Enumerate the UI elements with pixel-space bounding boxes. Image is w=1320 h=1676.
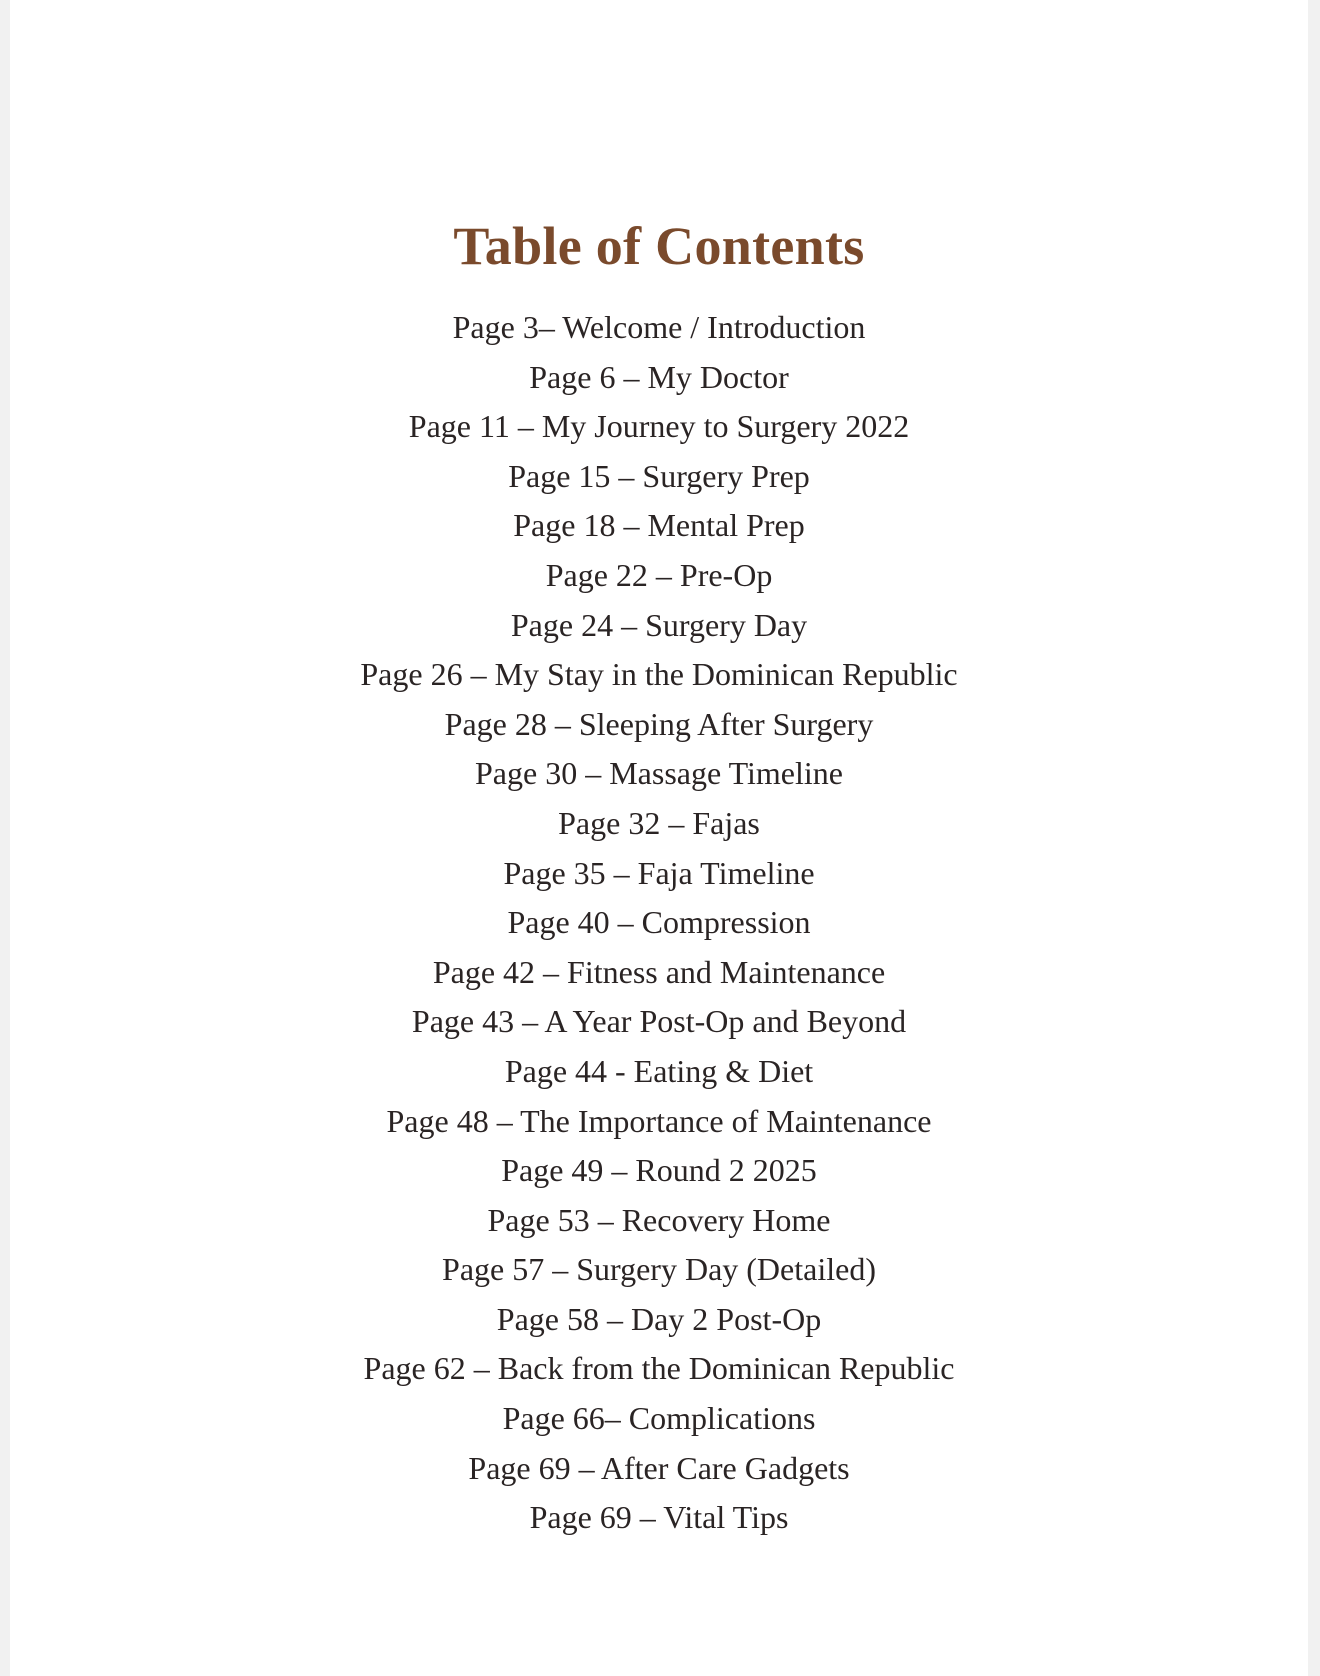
toc-entry: Page 44 - Eating & Diet (504, 1052, 814, 1089)
toc-entry: Page 48 – The Importance of Maintenance (386, 1102, 932, 1139)
toc-entry: Page 30 – Massage Timeline (475, 755, 843, 792)
toc-entry: Page 35 – Faja Timeline (503, 854, 815, 891)
toc-entry: Page 6 – My Doctor (529, 358, 789, 395)
toc-entry: Page 26 – My Stay in the Dominican Republic (360, 656, 958, 693)
toc-entry: Page 24 – Surgery Day (510, 606, 808, 643)
toc-entry: Page 15 – Surgery Prep (508, 457, 810, 494)
toc-entry: Page 18 – Mental Prep (513, 507, 805, 544)
toc-entry: Page 22 – Pre-Op (545, 556, 773, 593)
toc-entry: Page 43 – A Year Post-Op and Beyond (411, 1003, 907, 1040)
toc-entry: Page 49 – Round 2 2025 (501, 1152, 817, 1189)
toc-entry: Page 53 – Recovery Home (487, 1201, 831, 1238)
toc-list (10, 303, 1308, 1543)
document-page (10, 0, 1308, 1676)
toc-entry: Page 58 – Day 2 Post-Op (496, 1300, 822, 1337)
toc-entry: Page 57 – Surgery Day (Detailed) (442, 1251, 876, 1288)
toc-entry: Page 66– Complications (502, 1400, 816, 1437)
toc-entry: Page 69 – After Care Gadgets (468, 1449, 850, 1486)
toc-title: Table of Contents (453, 216, 865, 277)
toc-entry: Page 69 – Vital Tips (529, 1499, 789, 1536)
toc-entry: Page 62 – Back from the Dominican Republic (363, 1350, 955, 1387)
toc-entry: Page 3– Welcome / Introduction (452, 309, 866, 345)
toc-entry: Page 28 – Sleeping After Surgery (444, 705, 874, 742)
toc-entry: Page 32 – Fajas (558, 804, 760, 841)
toc-entry: Page 11 – My Journey to Surgery 2022 (408, 408, 910, 445)
toc-entry: Page 40 – Compression (507, 904, 811, 941)
toc-entry: Page 42 – Fitness and Maintenance (432, 953, 886, 990)
